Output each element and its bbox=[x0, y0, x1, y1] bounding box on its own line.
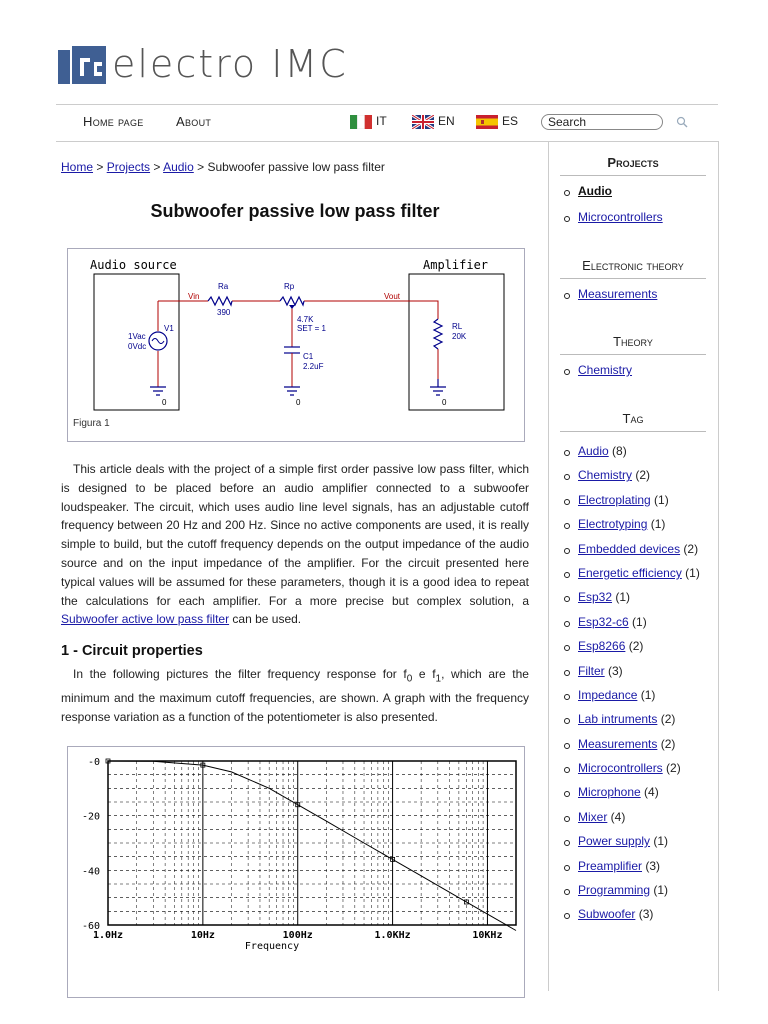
label-vin: Vin bbox=[188, 292, 200, 301]
tag-count: (4) bbox=[607, 809, 626, 824]
x-axis-label: Frequency bbox=[244, 941, 300, 952]
sidebar-link[interactable]: Microcontrollers bbox=[578, 210, 663, 224]
label-audio-source: Audio source bbox=[90, 258, 177, 272]
search-icon[interactable] bbox=[676, 116, 688, 128]
label-vdc: 0Vdc bbox=[128, 342, 147, 351]
sidebar-electronic-list bbox=[564, 287, 657, 301]
label-rp-set: SET = 1 bbox=[297, 324, 326, 333]
breadcrumb-home[interactable]: Home bbox=[61, 160, 94, 174]
label-c1: C1 bbox=[303, 352, 314, 361]
label-v1: V1 bbox=[164, 324, 174, 333]
series-line bbox=[108, 761, 516, 931]
tag-item[interactable] bbox=[564, 737, 700, 761]
sidebar-projects-list bbox=[564, 184, 663, 224]
tag-count: (1) bbox=[612, 590, 631, 605]
label-ra: Ra bbox=[218, 282, 229, 291]
tag-link[interactable]: Esp32-c6 bbox=[578, 614, 629, 629]
label-rl: RL bbox=[452, 322, 463, 331]
breadcrumb-separator: > bbox=[93, 160, 107, 174]
tag-item[interactable] bbox=[564, 712, 700, 736]
tag-item[interactable] bbox=[564, 444, 700, 468]
y-tick-label: -0 bbox=[87, 757, 100, 768]
tag-count: (2) bbox=[657, 736, 676, 751]
lang-es[interactable]: ES bbox=[502, 114, 519, 128]
tag-item[interactable] bbox=[564, 566, 700, 590]
italy-flag-icon[interactable] bbox=[350, 115, 372, 129]
tag-link[interactable]: Subwoofer bbox=[578, 907, 636, 922]
sidebar-theory-title: Theory bbox=[560, 334, 706, 355]
circuit-schematic bbox=[68, 249, 524, 441]
x-tick-label: 10KHz bbox=[472, 930, 503, 941]
x-tick-label: 100Hz bbox=[282, 930, 313, 941]
sidebar-link[interactable]: Audio bbox=[578, 184, 612, 198]
tag-item[interactable] bbox=[564, 493, 700, 517]
breadcrumb-projects[interactable]: Projects bbox=[106, 160, 151, 174]
sidebar-item-measurements[interactable] bbox=[564, 287, 657, 301]
tag-item[interactable] bbox=[564, 688, 700, 712]
tag-link[interactable]: Filter bbox=[578, 663, 605, 678]
label-rp-value: 4.7K bbox=[297, 315, 314, 324]
section-text-part: e f bbox=[412, 667, 436, 681]
tag-count: (2) bbox=[662, 761, 681, 776]
breadcrumb bbox=[61, 160, 385, 174]
y-tick-label: -60 bbox=[81, 921, 100, 932]
tag-count: (2) bbox=[632, 468, 651, 483]
breadcrumb-current: Subwoofer passive low pass filter bbox=[207, 160, 385, 174]
x-tick-label: 1.0KHz bbox=[374, 930, 411, 941]
tag-link[interactable]: Chemistry bbox=[578, 468, 633, 483]
tag-item[interactable] bbox=[564, 907, 700, 931]
tag-count: (2) bbox=[625, 639, 644, 654]
section-heading: 1 - Circuit properties bbox=[61, 643, 203, 659]
tag-link[interactable]: Embedded devices bbox=[578, 541, 681, 556]
sidebar-link[interactable]: Measurements bbox=[578, 287, 658, 301]
sidebar-tag-title: Tag bbox=[560, 411, 706, 432]
tag-count: (1) bbox=[681, 565, 700, 580]
logo-icon[interactable] bbox=[58, 44, 108, 90]
tag-count: (1) bbox=[647, 517, 666, 532]
y-tick-label: -20 bbox=[81, 811, 100, 823]
nav-home[interactable]: Home page bbox=[83, 114, 144, 129]
tag-link[interactable]: Power supply bbox=[578, 834, 651, 849]
tag-count: (1) bbox=[637, 687, 656, 702]
spain-flag-icon[interactable] bbox=[476, 115, 498, 129]
schematic-figure bbox=[67, 248, 525, 442]
frequency-response-figure bbox=[67, 746, 525, 998]
section-text bbox=[61, 665, 529, 727]
tag-count: (3) bbox=[642, 858, 661, 873]
section-text-part: , which are the minimum and the maximum cutoff frequencies, are shown. A graph with the frequency response variation as a function of the potentiometer is also presented. bbox=[61, 667, 529, 724]
header-divider-bottom bbox=[56, 141, 718, 142]
sidebar-tag-list bbox=[564, 444, 700, 932]
tag-item[interactable] bbox=[564, 834, 700, 858]
tag-link[interactable]: Mixer bbox=[578, 809, 608, 824]
y-tick-label: -40 bbox=[81, 866, 100, 878]
label-rp: Rp bbox=[284, 282, 295, 291]
tag-item[interactable] bbox=[564, 761, 700, 785]
sidebar-projects-title: Projects bbox=[560, 155, 706, 176]
tag-item[interactable] bbox=[564, 883, 700, 907]
page-title: Subwoofer passive low pass filter bbox=[150, 201, 440, 221]
sidebar-divider bbox=[548, 141, 549, 991]
link-active-filter[interactable]: Subwoofer active low pass filter bbox=[61, 612, 230, 627]
frequency-response-chart bbox=[68, 747, 524, 997]
search-input[interactable]: Search bbox=[541, 114, 663, 130]
tag-count: (3) bbox=[604, 663, 623, 678]
subscript: 1 bbox=[435, 673, 442, 685]
sidebar-item-audio[interactable] bbox=[564, 184, 663, 210]
lang-it[interactable]: IT bbox=[376, 114, 387, 128]
sidebar-electronic-title: Electronic theory bbox=[560, 258, 706, 279]
tag-link[interactable]: Esp8266 bbox=[578, 639, 626, 654]
tag-link[interactable]: Microphone bbox=[578, 785, 641, 800]
nav-about[interactable]: About bbox=[176, 114, 212, 129]
tag-link[interactable]: Audio bbox=[578, 444, 609, 458]
tag-item[interactable] bbox=[564, 785, 700, 809]
tag-count: (1) bbox=[628, 614, 647, 629]
tag-count: (2) bbox=[680, 541, 699, 556]
intro-text: This article deals with the project of a simple first order passive low pass filter, which is designed to be placed before an audio amplifier connected to a subwoofer loudspeaker. The circuit, which uses audio line level signals, has an adjustable cutoff frequency between 20 Hz and 200 Hz. Since no active components are used, it is really simple to build, but the cutoff frequency depends on the output impedance of the audio source and on the input impedance of the amplifier. For the circuit presented here typical values will be assumed for these parameters, though it is a good idea to repeat the calculations for each amplifier. For a more precise but complex solution, a bbox=[61, 462, 529, 608]
breadcrumb-separator: > bbox=[150, 160, 164, 174]
tag-link[interactable]: Microcontrollers bbox=[578, 761, 663, 776]
tag-link[interactable]: Esp32 bbox=[578, 590, 613, 605]
x-tick-label: 10Hz bbox=[190, 930, 215, 941]
label-c1-value: 2.2uF bbox=[303, 362, 324, 371]
sidebar-item-chemistry[interactable] bbox=[564, 363, 632, 377]
tag-link[interactable]: Measurements bbox=[578, 736, 658, 751]
tag-link[interactable]: Electrotyping bbox=[578, 517, 648, 532]
tag-count: (4) bbox=[640, 785, 659, 800]
tag-count: (2) bbox=[657, 712, 676, 727]
label-rl-value: 20K bbox=[452, 332, 467, 341]
tag-item[interactable] bbox=[564, 468, 700, 492]
tag-link[interactable]: Electroplating bbox=[578, 492, 651, 507]
x-tick-label: 1.0Hz bbox=[92, 930, 124, 941]
tag-count: (3) bbox=[635, 907, 654, 922]
lang-en[interactable]: EN bbox=[438, 114, 455, 128]
tag-link[interactable]: Preamplifier bbox=[578, 858, 643, 873]
tag-item[interactable] bbox=[564, 859, 700, 883]
header-divider bbox=[56, 104, 718, 105]
tag-link[interactable]: Impedance bbox=[578, 687, 638, 702]
tag-item[interactable] bbox=[564, 517, 700, 541]
label-vout: Vout bbox=[384, 292, 401, 301]
subscript: 0 bbox=[406, 673, 413, 685]
breadcrumb-separator: > bbox=[193, 160, 208, 174]
label-gnd: 0 bbox=[296, 398, 301, 407]
article-intro bbox=[61, 460, 529, 629]
figure1-caption: Figura 1 bbox=[73, 418, 110, 429]
label-vac: 1Vac bbox=[128, 332, 146, 341]
label-ra-value: 390 bbox=[217, 308, 231, 317]
tag-link[interactable]: Lab intruments bbox=[578, 712, 658, 727]
sidebar-theory-list bbox=[564, 363, 632, 377]
label-gnd: 0 bbox=[442, 398, 447, 407]
tag-item[interactable] bbox=[564, 542, 700, 566]
tag-link[interactable]: Energetic efficiency bbox=[578, 565, 682, 580]
tag-count: (1) bbox=[650, 834, 669, 849]
tag-item[interactable] bbox=[564, 615, 700, 639]
label-gnd: 0 bbox=[162, 398, 167, 407]
tag-link[interactable]: Programming bbox=[578, 883, 651, 898]
label-amplifier: Amplifier bbox=[423, 258, 489, 272]
tag-item[interactable] bbox=[564, 810, 700, 834]
intro-text-end: can be used. bbox=[229, 612, 302, 627]
tag-count: (1) bbox=[650, 492, 669, 507]
uk-flag-icon[interactable] bbox=[412, 115, 434, 129]
sidebar-divider bbox=[718, 141, 719, 991]
tag-item[interactable] bbox=[564, 639, 700, 663]
tag-count: (1) bbox=[650, 883, 669, 898]
sidebar-link[interactable]: Chemistry bbox=[578, 363, 633, 377]
sidebar-item-microcontrollers[interactable] bbox=[564, 210, 663, 224]
breadcrumb-audio[interactable]: Audio bbox=[163, 160, 194, 174]
tag-count: (8) bbox=[608, 444, 627, 458]
site-logo-text[interactable]: electro IMC bbox=[112, 42, 348, 86]
tag-item[interactable] bbox=[564, 590, 700, 614]
tag-item[interactable] bbox=[564, 664, 700, 688]
section-text-part: In the following pictures the filter frequency response for f bbox=[73, 667, 407, 681]
